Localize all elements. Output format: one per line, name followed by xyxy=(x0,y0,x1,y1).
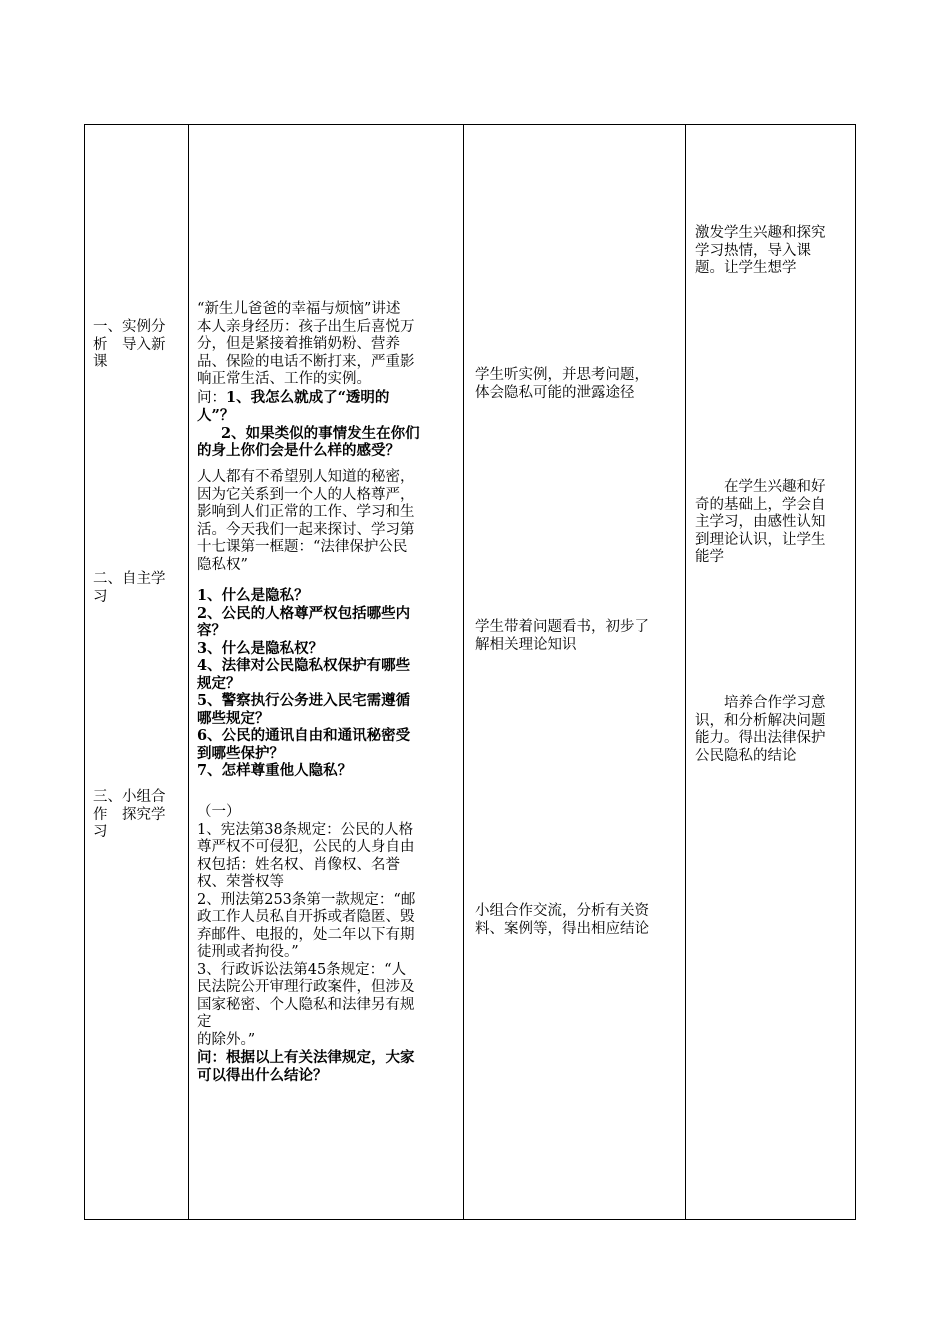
column-divider xyxy=(685,125,686,1219)
legal-materials: （一） 1、宪法第38条规定：公民的人格 尊严权不可侵犯，公民的人身自由 权包括：姓名权、肖像权、名誉 权、荣誉权等 2、刑法第253条第一款规定：“邮 政工作人员私自开拆或者隐匿、毁 弃邮件、电报的，处二年以下有期 徒刑或者拘役。” 3、行政诉讼法第45条规定：“人 民法院公开审理行政案件，但涉及 国家秘密、个人隐私和法律另有规 定 的除外。” 问：根据以上有关法律规定，大家 可以得出什么结论？ xyxy=(197,804,416,1084)
case-intro: “新生儿爸爸的幸福与烦恼”讲述 本人亲身经历：孩子出生后喜悦万 分，但是紧接着推销奶粉、营养 品、保险的电话不断打来，严重影 响正常生活、工作的实例。 问：1、我怎么就成了“透明的 人”？ 2、如果类似的事情发生在你们 的身上你们会是什么样的感受？ xyxy=(197,301,420,459)
step-1-label: 一、实例分 析 导入新 课 xyxy=(93,319,166,370)
self-study-questions: 1、什么是隐私？ 2、公民的人格尊严权包括哪些内 容？ 3、什么是隐私权？ 4、法律对公民隐私权保护有哪些 规定？ 5、警察执行公务进入民宅需遵循 哪些规定？ 6、公民的通讯自由和通讯秘密受 到哪些保护？ 7、怎样尊重他人隐私？ xyxy=(197,587,411,779)
column-divider xyxy=(463,125,464,1219)
question-2: 2、如果类似的事情发生在你们 xyxy=(221,424,420,442)
transition-paragraph: 人人都有不希望别人知道的秘密， 因为它关系到一个人的人格尊严， 影响到人们正常的工作、学习和生 活。今天我们一起来探讨、学习第 十七课第一框题：“法律保护公民 隐私权” xyxy=(197,469,415,573)
intent-2: 在学生兴趣和好 奇的基础上，学会自 主学习，由感性认知 到理论认识，让学生 能学 xyxy=(695,479,826,565)
column-divider xyxy=(188,125,189,1219)
material-title: （一） xyxy=(197,804,241,820)
activity-3: 小组合作交流，分析有关资 料、案例等，得出相应结论 xyxy=(475,903,649,937)
question-1: 问：1、我怎么就成了“透明的 xyxy=(197,388,390,406)
step-3-label: 三、小组合 作 探究学 习 xyxy=(93,789,166,840)
activity-1: 学生听实例，并思考问题， 体会隐私可能的泄露途径 xyxy=(475,367,649,401)
intent-3: 培养合作学习意 识，和分析解决问题 能力。得出法律保护 公民隐私的结论 xyxy=(695,695,826,764)
step-2-label: 二、自主学 习 xyxy=(93,571,166,605)
discussion-question: 问：根据以上有关法律规定，大家 xyxy=(197,1049,415,1066)
lesson-plan-table xyxy=(84,124,856,1220)
activity-2: 学生带着问题看书，初步了 解相关理论知识 xyxy=(475,619,649,653)
intent-1: 激发学生兴趣和探究 学习热情，导入课 题。让学生想学 xyxy=(695,225,826,276)
